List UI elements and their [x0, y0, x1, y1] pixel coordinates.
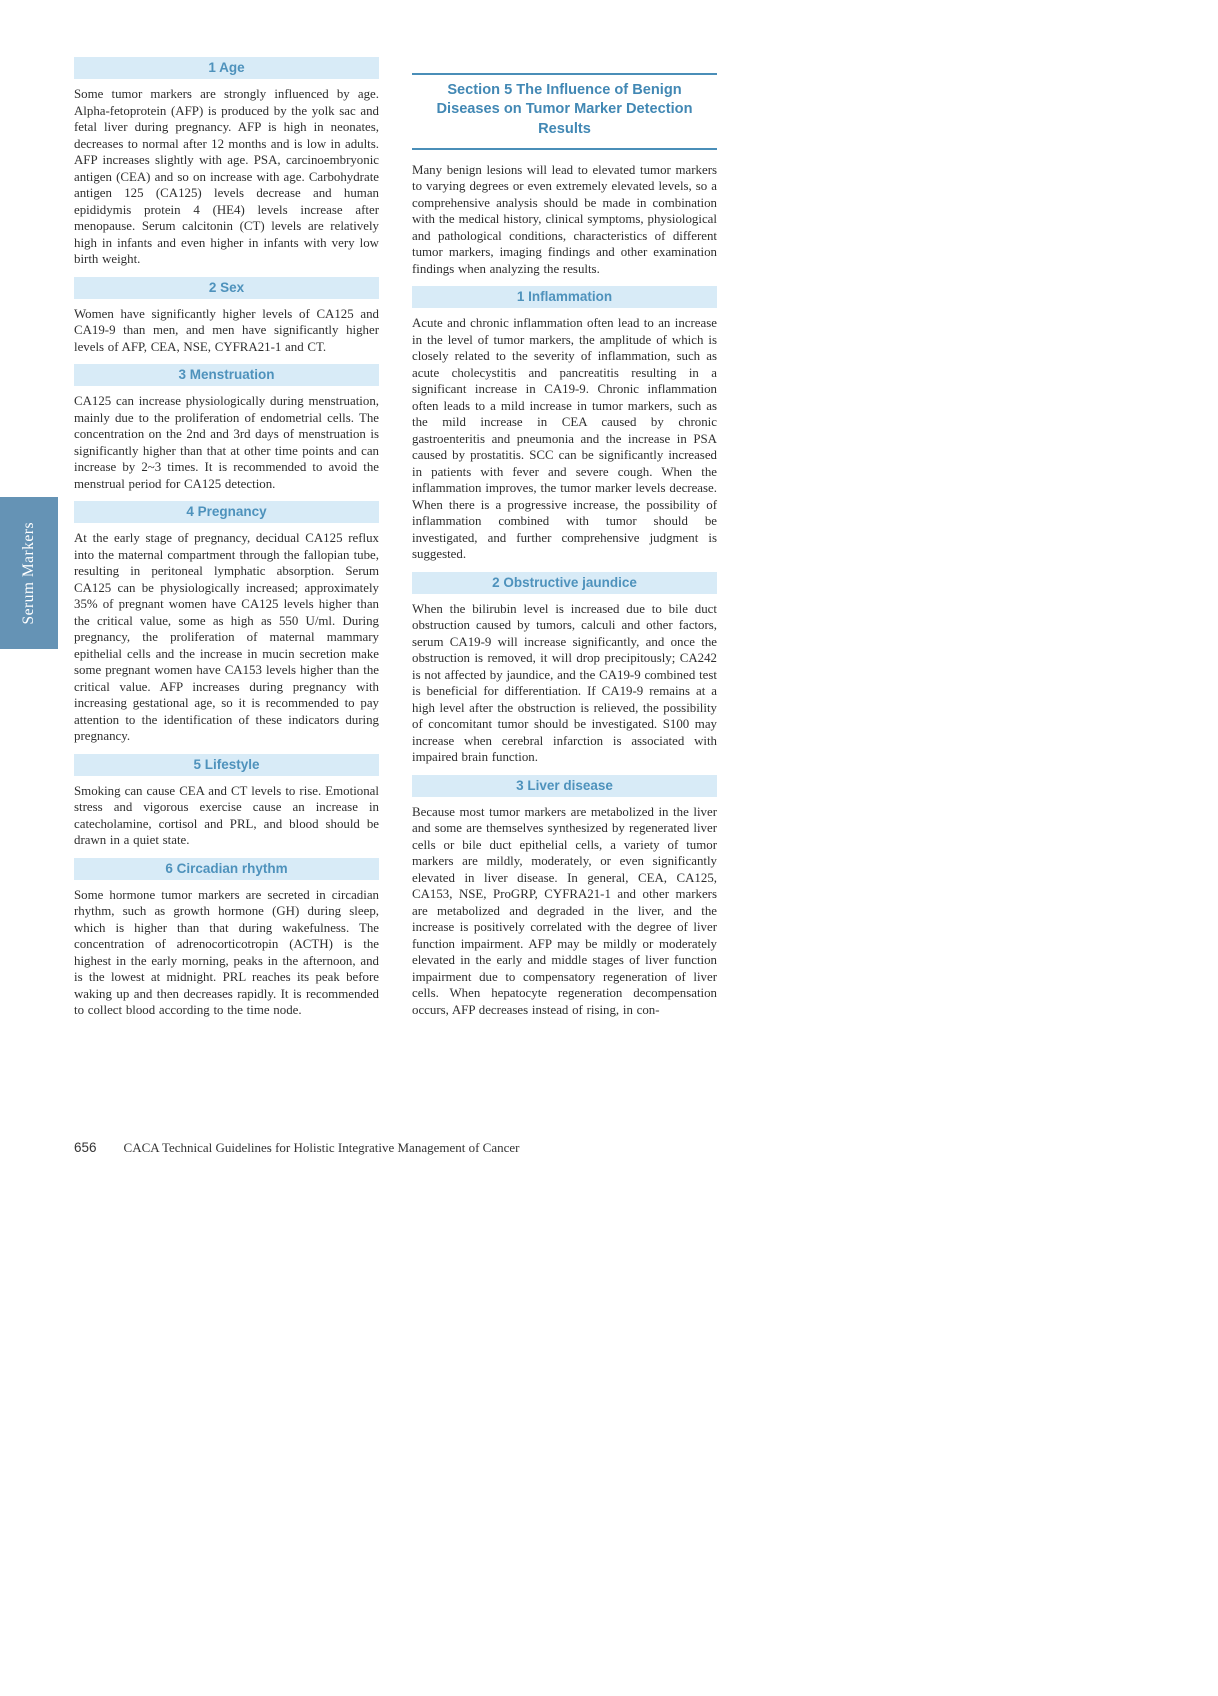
section-age: [74, 57, 379, 268]
running-footer-text: CACA Technical Guidelines for Holistic Integrative Management of Cancer: [123, 1140, 520, 1155]
section-obstructive-jaundice: [412, 572, 717, 766]
section-body: Women have significantly higher levels of CA125 and CA19-9 than men, and men have significantly higher levels of AFP, CEA, NSE, CYFRA21-1 and CT.: [74, 306, 379, 354]
section-body: At the early stage of pregnancy, decidual CA125 reflux into the maternal compartment through the fallopian tube, resulting in peritoneal lymphatic absorption. Serum CA125 can be physiologically increased; approximately 35% of pregnant women have CA125 levels higher than the critical value, some as high as 550 U/ml. During pregnancy, the proliferation of maternal mammary epithelial cells and the increase in mucin secretion make some pregnant women have CA153 levels higher than the critical value. AFP increases during pregnancy with increasing gestational age, so it is recommended to pay attention to the identification of these indicators during pregnancy.: [74, 531, 379, 743]
right-column: [412, 57, 717, 1019]
section-body: When the bilirubin level is increased due to bile duct obstruction caused by tumors, calculi and other factors, serum CA19-9 will increase significantly, and once the obstruction is removed, it will drop precipitously; CA242 is not affected by jaundice, and the CA19-9 combined test is beneficial for differentiation. If CA19-9 remains at a high level after the obstruction is relieved, the possibility of concomitant tumor should be investigated. S100 may increase when cerebral infarction is associated with impaired brain function.: [412, 601, 717, 765]
section-heading: 3 Liver disease: [412, 775, 717, 797]
section-5-intro: Many benign lesions will lead to elevated tumor markers to varying degrees or even extremely elevated levels, so a comprehensive analysis should be made in combination with the medical history, clinical symptoms, physiological and pathological conditions, characteristics of different tumor markers, imaging findings and other examination findings when analyzing the results.: [412, 162, 717, 276]
section-body: Because most tumor markers are metabolized in the liver and some are themselves synthesized by regenerated liver cells or bile duct epithelial cells, a variety of tumor markers are mildly, moderately, or even significantly elevated in liver disease. In general, CEA, CA125, CA153, NSE, ProGRP, CYFRA21-1 and other markers are metabolized and degraded in the liver, and the increase is positively correlated with the degree of liver function impairment. AFP may be mildly or moderately elevated in the early and middle stages of liver function impairment due to compensatory regeneration of liver cells. When hepatocyte regeneration decompensation occurs, AFP decreases instead of rising, in con-: [412, 804, 717, 1017]
section-5-title: Section 5 The Influence of Benign Diseases on Tumor Marker Detection Results: [412, 73, 717, 150]
section-heading: 2 Sex: [74, 277, 379, 299]
chapter-thumb-tab: [0, 497, 58, 649]
section-body: Some hormone tumor markers are secreted in circadian rhythm, such as growth hormone (GH) during sleep, which is higher than that during wakefulness. The concentration of adrenocorticotropin (ACTH) is the highest in the early morning, peaks in the afternoon, and is the lowest at midnight. PRL reaches its peak before waking up and then decreases rapidly. It is recommended to collect blood according to the time node.: [74, 887, 379, 1017]
section-sex: [74, 277, 379, 356]
left-column: [74, 57, 379, 1019]
section-heading: 2 Obstructive jaundice: [412, 572, 717, 594]
section-body: Acute and chronic inflammation often lead to an increase in the level of tumor markers, the amplitude of which is closely related to the severity of inflammation, such as acute cholecystitis and pancreatitis resulting in a significant increase in CA19-9. Chronic inflammation often leads to a mild increase in tumor markers, such as the mild increase in CEA caused by chronic gastroenteritis and pneumonia and the increase in PSA caused by prostatitis. SCC can be significantly increased in patients with fever and severe cough. When the inflammation improves, the tumor marker levels decrease. When there is a progressive increase, the possibility of inflammation combined with tumor should be investigated, and further comprehensive judgment is suggested.: [412, 316, 717, 562]
two-column-layout: [74, 57, 717, 1019]
chapter-thumb-tab-label: Serum Markers: [20, 521, 37, 625]
section-lifestyle: [74, 754, 379, 849]
section-heading: 6 Circadian rhythm: [74, 858, 379, 880]
section-menstruation: [74, 364, 379, 492]
section-heading: 1 Inflammation: [412, 286, 717, 308]
page-footer: [74, 1140, 520, 1156]
section-heading: 4 Pregnancy: [74, 501, 379, 523]
section-heading: 3 Menstruation: [74, 364, 379, 386]
section-liver-disease: [412, 775, 717, 1019]
section-heading: 5 Lifestyle: [74, 754, 379, 776]
section-body: Smoking can cause CEA and CT levels to rise. Emotional stress and vigorous exercise cause an increase in catecholamine, cortisol and PRL, and blood should be drawn in a quiet state.: [74, 783, 379, 847]
section-body: CA125 can increase physiologically during menstruation, mainly due to the proliferation of endometrial cells. The concentration on the 2nd and 3rd days of menstruation is significantly higher than that at other time points and can increase by 2~3 times. It is recommended to avoid the menstrual period for CA125 detection.: [74, 394, 379, 491]
section-body: Some tumor markers are strongly influenced by age. Alpha-fetoprotein (AFP) is produced by the yolk sac and fetal liver during pregnancy. AFP is high in neonates, decreases to normal after 12 months and is low in adults. AFP increases slightly with age. PSA, carcinoembryonic antigen (CEA) and so on increase with age. Carbohydrate antigen 125 (CA125) levels decrease and human epididymis protein 4 (HE4) levels increase after menopause. Serum calcitonin (CT) levels are relatively high in infants and even higher in infants with very low birth weight.: [74, 87, 379, 266]
section-inflammation: [412, 286, 717, 563]
page-number: 656: [74, 1140, 97, 1155]
section-circadian-rhythm: [74, 858, 379, 1019]
section-heading: 1 Age: [74, 57, 379, 79]
section-pregnancy: [74, 501, 379, 745]
